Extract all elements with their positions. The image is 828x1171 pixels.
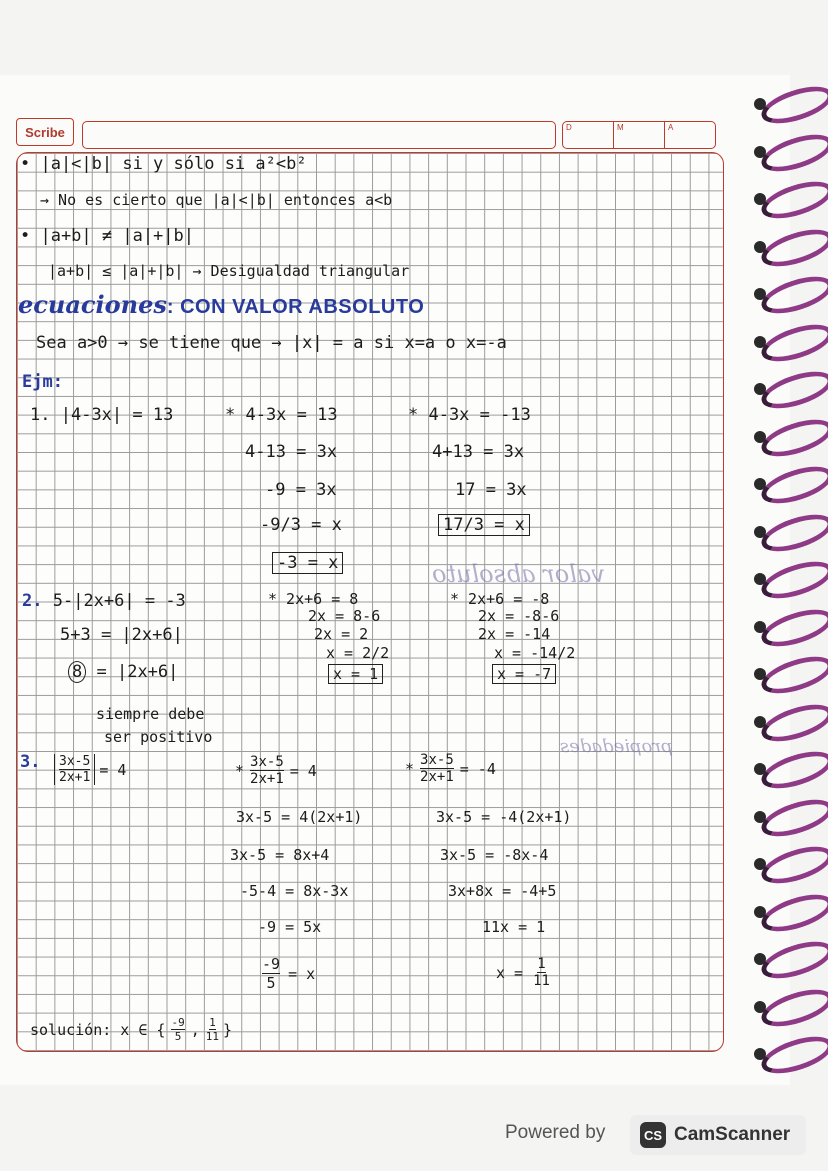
date-month-label: M	[614, 122, 665, 148]
spiral-coil	[757, 839, 828, 890]
spiral-coil	[757, 602, 828, 653]
spiral-coil	[757, 364, 828, 415]
binding-hole	[754, 1001, 766, 1013]
binding-hole	[754, 478, 766, 490]
ex3-right-4: 11x = 1	[482, 918, 546, 936]
spiral-coil	[757, 79, 828, 130]
camscanner-name: CamScanner	[674, 1124, 791, 1145]
spiral-coil	[757, 222, 828, 273]
ex1-equation	[30, 405, 173, 425]
camscanner-logo-icon: CS	[640, 1122, 666, 1148]
ex3-left-1: 3x-5 = 4(2x+1)	[236, 808, 363, 826]
ex3-left-final-num: -9	[262, 955, 281, 973]
ex1-right-3: 17 = 3x	[455, 480, 527, 500]
powered-by-text: Powered by	[505, 1122, 606, 1143]
ex2-line-3-rest: = |2x+6|	[96, 662, 179, 682]
ex3-right-head: * $\frac{3x-5}{2x+1}$ = -4	[405, 752, 496, 785]
ex3-left-final-rhs: = x	[288, 964, 316, 983]
spiral-coil	[757, 507, 828, 558]
ex3-right-final-num: 1	[537, 956, 546, 972]
spiral-coil	[757, 934, 828, 985]
binding-hole	[754, 716, 766, 728]
ex2-line-2: 5+3 = |2x+6|	[60, 625, 183, 645]
ex3-right-final-lhs: x =	[496, 963, 524, 982]
binding-hole	[754, 383, 766, 395]
binding-hole	[754, 811, 766, 823]
ex2-circled-value: 8	[68, 661, 86, 683]
binding-hole	[754, 241, 766, 253]
binding-hole	[754, 953, 766, 965]
ex2-right-4: x = -14/2	[494, 644, 576, 662]
binding-hole	[754, 763, 766, 775]
binding-hole	[754, 906, 766, 918]
binding-hole	[754, 526, 766, 538]
binding-hole	[754, 336, 766, 348]
ex1-right-4: 17/3 = x	[438, 514, 530, 536]
spiral-coil	[757, 269, 828, 320]
ex3-number: 3.	[20, 752, 41, 772]
section-subtitle: : CON VALOR ABSOLUTO	[166, 296, 425, 318]
spiral-coil	[757, 744, 828, 795]
spiral-coil	[757, 554, 828, 605]
ex2-right-2: 2x = -8-6	[478, 607, 560, 625]
ex3-left-head-rhs: = 4	[289, 761, 317, 780]
ex2-note-1: siempre debe	[96, 705, 205, 723]
ex3-right-1: 3x-5 = -4(2x+1)	[436, 808, 572, 826]
spiral-binding	[752, 80, 828, 1090]
binding-hole	[754, 1048, 766, 1060]
spiral-coil	[757, 459, 828, 510]
ex3-solution-a-den: 5	[174, 1030, 182, 1043]
date-year-label: A	[668, 123, 674, 132]
ex1-eq: |4-3x| = 13	[60, 405, 174, 425]
ex3-solution-label: solución: x ∈ {	[30, 1020, 166, 1039]
spiral-coil	[757, 127, 828, 178]
ex2-right-3: 2x = -14	[478, 625, 551, 643]
binding-hole	[754, 193, 766, 205]
ex1-left-2: 4-13 = 3x	[245, 442, 338, 462]
title-box	[82, 121, 556, 149]
ex2-bleedthrough-text: valor absoluto	[432, 560, 605, 588]
ex3-solution: solución: x ∈ { $\frac{-9}{5}$ , $\frac{1}{11}$ }	[30, 1016, 233, 1043]
binding-hole	[754, 288, 766, 300]
binding-hole	[754, 98, 766, 110]
ex2-eq: 5-|2x+6| = -3	[52, 591, 186, 611]
ex2-left-3: 2x = 2	[314, 625, 369, 643]
date-box	[562, 121, 716, 149]
ex3-right-2: 3x-5 = -8x-4	[440, 846, 549, 864]
note-line-3: • |a+b| ≠ |a|+|b|	[20, 226, 194, 246]
ex2-right-1: * 2x+6 = -8	[450, 590, 550, 608]
ex1-left-4: -9/3 = x	[260, 515, 342, 535]
ex3-right-3: 3x+8x = -4+5	[448, 882, 557, 900]
binding-hole	[754, 621, 766, 633]
ex3-right-head-num: 3x-5	[420, 752, 454, 768]
ex1-left-1: * 4-3x = 13	[225, 405, 338, 425]
ex2-left-1: * 2x+6 = 8	[268, 590, 359, 608]
spiral-coil	[757, 649, 828, 700]
binding-hole	[754, 146, 766, 158]
ex3-right-final-den: 11	[533, 973, 550, 989]
binding-hole	[754, 573, 766, 585]
spiral-coil	[757, 317, 828, 368]
ex3-left-final	[262, 955, 315, 992]
note-line-2: → No es cierto que |a|<|b| entonces a<b	[40, 191, 393, 209]
ex3-solution-end: }	[223, 1020, 233, 1039]
ex3-left-3: -5-4 = 8x-3x	[240, 882, 349, 900]
spiral-coil	[757, 982, 828, 1033]
ex2-note-2: ser positivo	[104, 728, 213, 746]
binding-hole	[754, 431, 766, 443]
ex3-left-2: 3x-5 = 8x+4	[230, 846, 330, 864]
ex2-left-2: 2x = 8-6	[308, 607, 381, 625]
ex3-bleedthrough-text: propiedades	[560, 736, 673, 757]
note-line-4: |a+b| ≤ |a|+|b| → Desigualdad triangular	[48, 262, 410, 280]
ex2-left-result: x = 1	[328, 664, 383, 684]
ex3-solution-b-num: 1	[209, 1016, 216, 1029]
ex2-line-3	[68, 662, 178, 682]
ex2-number: 2.	[22, 591, 43, 611]
note-line-1: • |a|<|b| si y sólo si a²<b²	[20, 154, 307, 174]
section-title-word: ecuaciones	[18, 290, 167, 319]
ex1-right-1: * 4-3x = -13	[408, 405, 531, 425]
ex1-left-result: -3 = x	[272, 552, 343, 574]
binding-hole	[754, 668, 766, 680]
ex2-left-4: x = 2/2	[326, 644, 390, 662]
ex2-line-1	[22, 591, 186, 611]
ex3-eq-den: 2x+1	[59, 770, 91, 785]
ex3-right-head-rhs: = -4	[459, 759, 496, 778]
ex3-abs-fraction	[54, 754, 126, 785]
spiral-coil	[757, 174, 828, 225]
ex3-left-head-den: 2x+1	[250, 771, 284, 787]
ex3-left-4: -9 = 5x	[258, 918, 322, 936]
ex3-right-final	[496, 956, 550, 989]
example-label: Ejm:	[22, 372, 63, 392]
ex3-solution-b-den: 11	[205, 1030, 219, 1043]
ex3-eq-rhs: = 4	[99, 760, 127, 779]
date-day-label: D	[563, 122, 614, 148]
ex1-left-3: -9 = 3x	[265, 480, 337, 500]
definition-line: Sea a>0 → se tiene que → |x| = a si x=a o x=-a	[36, 333, 507, 353]
ex1-number: 1.	[30, 405, 51, 425]
ex3-left-head-num: 3x-5	[250, 754, 284, 770]
ex3-eq-num: 3x-5	[59, 754, 91, 769]
brand-logo: Scribe	[16, 118, 74, 146]
binding-hole	[754, 858, 766, 870]
spiral-coil	[757, 412, 828, 463]
spiral-coil	[757, 887, 828, 938]
section-title	[18, 290, 424, 319]
ex2-right-result: x = -7	[492, 664, 556, 684]
ex3-equation	[20, 752, 40, 772]
ex3-right-head-den: 2x+1	[420, 769, 454, 785]
ex1-right-2: 4+13 = 3x	[432, 442, 525, 462]
spiral-coil	[757, 697, 828, 748]
ex3-solution-a-num: -9	[171, 1016, 185, 1029]
ex3-left-head: * $\frac{3x-5}{2x+1}$ = 4	[235, 754, 317, 787]
camscanner-badge	[630, 1115, 806, 1155]
spiral-coil	[757, 792, 828, 843]
ex3-left-final-den: 5	[266, 974, 276, 992]
spiral-coil	[757, 1029, 828, 1080]
